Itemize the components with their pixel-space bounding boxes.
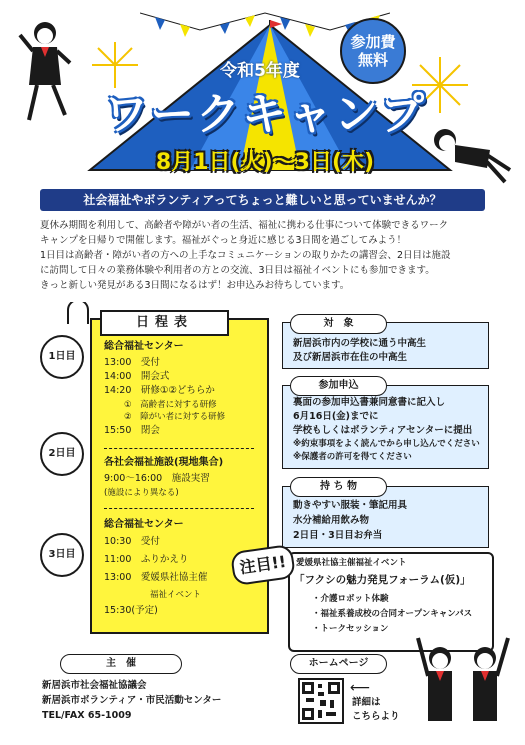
intro-line: きっと新しい発見がある3日間になるはず！お申込みお待ちしています。 bbox=[40, 280, 350, 291]
intro-line: 夏休み期間を利用して、高齢者や障がい者の生活、福祉に携わる仕事について体験できるワーク bbox=[40, 220, 449, 231]
schedule-item: 10:30 受付 bbox=[104, 536, 160, 547]
schedule-item: ① 高齢者に対する研修 bbox=[124, 400, 217, 410]
apply-line: 学校もしくはボランティアセンターに提出 bbox=[293, 425, 473, 436]
apply-line: 6月16日(金)までに bbox=[293, 411, 379, 422]
day3-badge: 3日目 bbox=[40, 533, 84, 577]
headline-banner: 社会福祉やボランティアってちょっと難しいと思っていませんか？ bbox=[40, 189, 485, 211]
forum-item: ・福祉系養成校の合同オープンキャンパス bbox=[312, 609, 473, 619]
target-line: 及び新居浜市在住の中高生 bbox=[293, 352, 408, 363]
sponsor-label: 主 催 bbox=[60, 654, 182, 674]
divider bbox=[104, 448, 254, 449]
schedule-item: 14:00 開会式 bbox=[104, 371, 170, 382]
sponsor-line: 新居浜市社会福祉協議会 bbox=[42, 680, 147, 691]
arrow-left-icon: ⟵ bbox=[350, 680, 371, 696]
bring-label: 持 ち 物 bbox=[290, 477, 387, 497]
schedule-item: 15:50 閉会 bbox=[104, 425, 160, 436]
intro-line: 1日目は高齢者・障がい者の方への上手なコミュニケーションの取りかたの講習会、2日目は施設 bbox=[40, 250, 451, 261]
intro-line: キャンプを日帰りで開催します。福祉がぐっと身近に感じる3日間を過ごしてみよう！ bbox=[40, 235, 407, 246]
era-label: 令和5年度 bbox=[220, 61, 300, 81]
schedule-item: 14:20 研修①②どちらか bbox=[104, 385, 215, 396]
schedule-item: 11:00 ふりかえり bbox=[104, 554, 189, 565]
bring-line: 2日目・3日目お弁当 bbox=[293, 530, 383, 541]
forum-item: ・トークセッション bbox=[312, 624, 389, 634]
schedule-item: ② 障がい者に対する研修 bbox=[124, 412, 226, 422]
homepage-label: ホームページ bbox=[290, 654, 387, 674]
day3-place: 総合福祉センター bbox=[104, 519, 184, 530]
apply-line: 裏面の参加申込書兼同意書に記入し bbox=[293, 397, 446, 408]
free-badge bbox=[340, 18, 406, 84]
sponsor-line: TEL/FAX 65-1009 bbox=[42, 710, 132, 721]
divider bbox=[104, 508, 254, 509]
badge-line2: 無料 bbox=[357, 51, 388, 69]
day1-badge: 1日目 bbox=[40, 335, 84, 379]
event-dates: 8月1日(火)〜3日(木) bbox=[155, 150, 375, 175]
apply-label: 参加申込 bbox=[290, 376, 387, 396]
day2-place: 各社会福祉施設(現地集合) bbox=[104, 457, 224, 468]
forum-organizer: 愛媛県社協主催福祉イベント bbox=[296, 558, 407, 568]
day1-place: 総合福祉センター bbox=[104, 341, 184, 352]
schedule-heading: 日程表 bbox=[100, 310, 229, 336]
target-line: 新居浜市内の学校に通う中高生 bbox=[293, 338, 427, 349]
intro-line: に訪問して日々の業務体験や利用者の方との交流、3日目は福祉イベントにも参加できます。 bbox=[40, 265, 435, 276]
target-label: 対 象 bbox=[290, 314, 387, 334]
schedule-item: 9:00〜16:00 施設実習 bbox=[104, 473, 210, 484]
bring-line: 動きやすい服装・筆記用具 bbox=[293, 500, 408, 511]
student-jumping-illustration bbox=[15, 15, 75, 135]
schedule-item: 13:00 受付 bbox=[104, 357, 160, 368]
forum-item: ・介護ロボット体験 bbox=[312, 594, 389, 604]
homepage-note: 詳細は bbox=[352, 697, 381, 708]
schedule-item: 15:30(予定) bbox=[104, 605, 158, 616]
forum-title: 「フクシの魅力発見フォーラム(仮)」 bbox=[294, 574, 471, 586]
sponsor-line: 新居浜市ボランティア・市民活動センター bbox=[42, 695, 222, 706]
qr-code-icon[interactable] bbox=[298, 678, 344, 724]
day2-badge: 2日目 bbox=[40, 432, 84, 476]
apply-note: ※約束事項をよく読んでから申し込んでください bbox=[293, 439, 480, 449]
schedule-item: 福祉イベント bbox=[150, 590, 202, 600]
badge-line1: 参加費 bbox=[350, 33, 396, 51]
students-cheering-illustration bbox=[410, 618, 515, 738]
schedule-item: 13:00 愛媛県社協主催 bbox=[104, 572, 208, 583]
bring-line: 水分補給用飲み物 bbox=[293, 515, 370, 526]
homepage-note: こちらより bbox=[352, 711, 400, 722]
page-title: ワークキャンプ bbox=[104, 89, 426, 140]
intro-text bbox=[40, 218, 485, 293]
attention-badge: 注目!! bbox=[230, 544, 296, 586]
schedule-item: (施設により異なる) bbox=[104, 488, 179, 498]
apply-note: ※保護者の許可を得てください bbox=[293, 452, 412, 462]
